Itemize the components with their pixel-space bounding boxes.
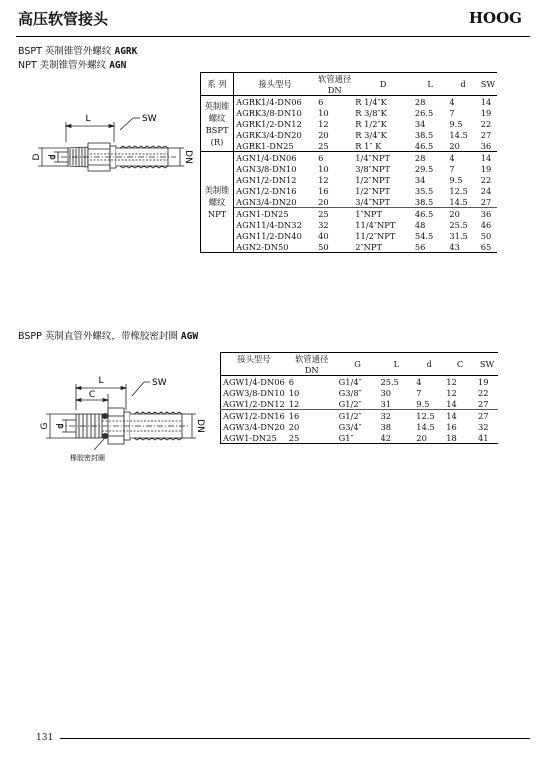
cell-l: 46.5 (413, 208, 448, 220)
cell-dn: 12 (318, 118, 329, 129)
cell-sw: 27 (476, 410, 498, 422)
cell-d-minor: 4 (447, 152, 478, 164)
cell-d-minor: 20 (449, 140, 460, 151)
cell-sw: 41 (478, 432, 489, 443)
cell-l: 32 (378, 410, 414, 422)
code-agw: AGW (180, 331, 199, 342)
series-cell (201, 96, 234, 152)
cell-d-minor: 14.5 (449, 196, 468, 207)
table-row (201, 107, 498, 118)
cell-part-no: AGW3/8-DN10 (223, 387, 285, 398)
cell-part-no: AGN11/2-DN40 (236, 230, 302, 241)
cell-d-minor: 14.5 (449, 129, 468, 140)
cell-d-major: 11/2″NPT (355, 230, 396, 241)
cell-sw: 46 (480, 219, 492, 230)
cell-d-minor: 4 (449, 96, 455, 107)
code-npt: AGN (109, 60, 127, 71)
cell-d-minor: 12.5 (449, 185, 468, 196)
cell-c: 14 (444, 410, 476, 422)
table-row (201, 241, 498, 253)
cell-l: 34 (414, 118, 426, 129)
cell-part-no: AGW1/2-DN16 (221, 410, 287, 422)
cell-l: 31 (380, 398, 392, 409)
table-row (201, 163, 498, 174)
table-row (221, 387, 499, 398)
series-line: 英制锥 (204, 100, 230, 111)
cell-dn: 10 (288, 387, 300, 398)
cell-c: 16 (446, 421, 457, 432)
cell-dn: 50 (318, 241, 329, 252)
cell-d-minor: 7 (449, 163, 455, 174)
cell-d-minor: 31.5 (449, 230, 468, 241)
table-row (201, 185, 498, 196)
label-d-major: D (32, 153, 42, 161)
cell-c: 14 (446, 398, 457, 409)
cell-sw: 19 (480, 107, 492, 118)
cell-l: 34 (414, 174, 426, 185)
cell-dn: 12 (288, 398, 300, 409)
cell-c: 12 (446, 387, 457, 398)
cell-dn: 6 (316, 152, 353, 164)
label-d-minor: d (56, 423, 66, 429)
table-row (221, 432, 499, 444)
cell-part-no: AGN3/4-DN20 (236, 196, 297, 207)
cell-sw: 27 (480, 129, 492, 140)
header-l: L (378, 353, 414, 376)
series-line: 螺纹 (208, 112, 226, 123)
header-rule (16, 36, 530, 37)
cell-dn: 6 (288, 376, 295, 387)
cell-l: 42 (380, 432, 392, 443)
label-g: G (40, 422, 50, 430)
cell-dn: 6 (318, 96, 324, 107)
series-cell (201, 152, 234, 253)
header-bore-dn: DN (316, 84, 353, 96)
series-line: (R) (210, 136, 224, 147)
cell-dn: 25 (288, 432, 300, 443)
cell-d-minor: 43 (449, 241, 460, 252)
spec-table-agw-body (221, 376, 499, 444)
cell-part-no: AGN1-DN25 (234, 208, 316, 220)
header-d-minor: d (447, 73, 478, 96)
table-header-row (221, 353, 499, 365)
label-c: C (88, 390, 96, 400)
header-bore: 软管通径 (295, 353, 329, 364)
cell-sw: 32 (478, 421, 489, 432)
cell-d-major: 3/8″NPT (355, 163, 391, 174)
table-row (221, 398, 499, 410)
cell-g: G3/8″ (338, 387, 362, 398)
cell-g: G1/2″ (337, 410, 379, 422)
cell-d-major: R 3/8″K (355, 107, 387, 118)
subtitle-npt-text: NPT 美制锥管外螺纹 (18, 60, 107, 71)
cell-d-minor: 7 (449, 107, 455, 118)
cell-d-minor: 20 (447, 208, 478, 220)
cell-sw: 22 (480, 118, 492, 129)
cell-sw: 22 (478, 387, 489, 398)
table-row (201, 118, 498, 129)
table-row (201, 219, 498, 230)
cell-dn: 10 (318, 107, 329, 118)
cell-d-minor: 14.5 (416, 421, 435, 432)
table-row (201, 230, 498, 241)
cell-sw: 27 (478, 398, 489, 409)
cell-d-major: 1/2″NPT (355, 185, 391, 196)
header-series: 系 列 (201, 73, 234, 96)
subtitle-bspt (18, 43, 137, 57)
cell-part-no: AGW3/4-DN20 (223, 421, 285, 432)
cell-sw: 27 (480, 196, 492, 207)
table-row (201, 174, 498, 185)
cell-l: 38.5 (414, 129, 434, 140)
header-part-no: 接头型号 (234, 73, 316, 96)
code-bspt: AGRK (114, 46, 138, 57)
cell-d-major: 1″NPT (353, 208, 413, 220)
cell-sw: 19 (480, 163, 492, 174)
cell-l: 38 (380, 421, 392, 432)
footer-rule (60, 738, 530, 739)
cell-d-major: 1/2″NPT (355, 174, 391, 185)
cell-part-no: AGN1/2-DN12 (236, 174, 297, 185)
cell-part-no: AGRK1/2-DN12 (236, 118, 302, 129)
cell-d-minor: 25.5 (449, 219, 468, 230)
table-row (221, 376, 499, 388)
subtitle-npt (18, 57, 126, 71)
spec-table-agrk-agn (200, 72, 497, 253)
cell-part-no: AGW1-DN25 (223, 432, 277, 443)
seal-caption: 橡胶密封圈 (70, 454, 105, 462)
cell-l: 25.5 (380, 376, 399, 387)
cell-c: 18 (446, 432, 457, 443)
cell-g: G3/4″ (338, 421, 362, 432)
cell-dn: 25 (316, 208, 353, 220)
cell-d-major: 3/4″NPT (355, 196, 391, 207)
cell-l: 46.5 (414, 140, 434, 151)
subtitle-bspt-text: BSPT 英制锥管外螺纹 (18, 46, 112, 57)
series-line: 螺纹 (208, 197, 226, 207)
cell-l: 56 (414, 241, 426, 252)
cell-dn: 10 (318, 163, 329, 174)
label-sw: SW (142, 114, 157, 124)
table-row (201, 152, 498, 164)
cell-dn: 32 (318, 219, 329, 230)
cell-sw: 14 (480, 96, 492, 107)
spec-table-agw (220, 352, 498, 444)
cell-dn: 16 (318, 185, 329, 196)
cell-sw: 14 (479, 152, 497, 164)
cell-d-minor: 9.5 (449, 174, 463, 185)
cell-d-major: R 1″ K (355, 140, 382, 151)
cell-d-major: R 1/2″K (355, 118, 387, 129)
cell-d-major: 1/4″NPT (353, 152, 413, 164)
cell-part-no: AGN3/8-DN10 (236, 163, 297, 174)
series-line: NPT (207, 209, 227, 219)
cell-part-no: AGN1/4-DN06 (234, 152, 316, 164)
cell-g: G1″ (338, 432, 354, 443)
cell-part-no: AGRK1/4-DN06 (236, 96, 302, 107)
cell-l: 38.5 (414, 196, 434, 207)
header-c: C (444, 353, 476, 376)
label-dn: DN (195, 419, 205, 433)
cell-d-major: R 1/4″K (355, 96, 387, 107)
header-g: G (337, 353, 379, 376)
cell-dn: 12 (318, 174, 329, 185)
cell-d-major: 2″NPT (355, 241, 383, 252)
cell-l: 35.5 (414, 185, 434, 196)
page-number: 131 (36, 733, 54, 743)
cell-d-minor: 7 (416, 387, 422, 398)
label-sw: SW (152, 378, 167, 388)
subtitle-bspp-text: BSPP 英制直管外螺纹，带橡胶密封圈 (18, 331, 178, 342)
cell-dn: 20 (318, 196, 329, 207)
cell-sw: 22 (480, 174, 492, 185)
fitting-diagram-agrk (28, 108, 198, 188)
header-d-minor: d (414, 353, 444, 376)
cell-sw: 36 (479, 208, 497, 220)
table-row (221, 410, 499, 422)
cell-d-major: R 3/4″K (355, 129, 387, 140)
label-l: L (85, 114, 91, 124)
cell-dn: 40 (318, 230, 329, 241)
cell-l: 29.5 (414, 163, 434, 174)
cell-l: 30 (380, 387, 392, 398)
cell-sw: 19 (478, 376, 489, 387)
cell-l: 48 (414, 219, 426, 230)
header-d-major: D (353, 73, 413, 96)
cell-d-minor: 9.5 (416, 398, 430, 409)
cell-d-minor: 4 (416, 376, 422, 387)
cell-dn: 20 (288, 421, 300, 432)
cell-part-no: AGW1/2-DN12 (223, 398, 285, 409)
table-row (201, 140, 498, 152)
label-l: L (98, 376, 104, 386)
cell-part-no: AGN2-DN50 (236, 241, 289, 252)
cell-c: 12 (446, 376, 457, 387)
cell-d-minor: 9.5 (449, 118, 463, 129)
cell-d-minor: 20 (416, 432, 427, 443)
brand-logo: HOOG (468, 9, 522, 27)
cell-g: G1/2″ (338, 398, 362, 409)
page-title: 高压软管接头 (18, 10, 109, 28)
table-row (201, 196, 498, 208)
label-d-minor: d (48, 154, 58, 160)
table-row (221, 421, 499, 432)
cell-dn: 25 (318, 140, 329, 151)
header-part-no: 接头型号 (237, 353, 271, 364)
cell-g: G1/4″ (338, 376, 362, 387)
cell-d-minor: 12.5 (414, 410, 444, 422)
cell-sw: 65 (480, 241, 492, 252)
series-line: BSPT (205, 124, 229, 135)
cell-part-no: AGRK1-DN25 (236, 140, 294, 151)
cell-l: 28 (413, 152, 448, 164)
fitting-diagram-agw (36, 370, 208, 466)
cell-sw: 36 (480, 140, 492, 151)
table-header-row (201, 73, 498, 85)
cell-sw: 24 (480, 185, 492, 196)
cell-d-major: 11/4″NPT (355, 219, 396, 230)
table-row (201, 96, 498, 108)
spec-table-agrk-agn-body (201, 96, 498, 253)
cell-l: 54.5 (414, 230, 434, 241)
header-bore: 软管通径 (318, 73, 352, 84)
series-line: 美制锥 (204, 185, 230, 195)
header-sw: SW (479, 73, 497, 96)
cell-sw: 50 (480, 230, 492, 241)
cell-part-no: AGRK3/8-DN10 (236, 107, 302, 118)
cell-part-no: AGRK3/4-DN20 (236, 129, 302, 140)
table-row (201, 129, 498, 140)
cell-part-no: AGN1/2-DN16 (236, 185, 297, 196)
label-dn: DN (183, 150, 193, 164)
header-l: L (413, 73, 448, 96)
cell-part-no: AGW1/4-DN06 (223, 376, 285, 387)
subtitle-bspp (18, 328, 198, 342)
cell-l: 26.5 (414, 107, 434, 118)
header-part-no-spacer (221, 364, 287, 376)
cell-dn: 16 (287, 410, 337, 422)
cell-dn: 20 (318, 129, 329, 140)
header-sw: SW (476, 353, 498, 376)
cell-part-no: AGN11/4-DN32 (236, 219, 302, 230)
cell-l: 28 (414, 96, 426, 107)
header-bore-dn: DN (287, 364, 337, 376)
table-row (201, 208, 498, 220)
